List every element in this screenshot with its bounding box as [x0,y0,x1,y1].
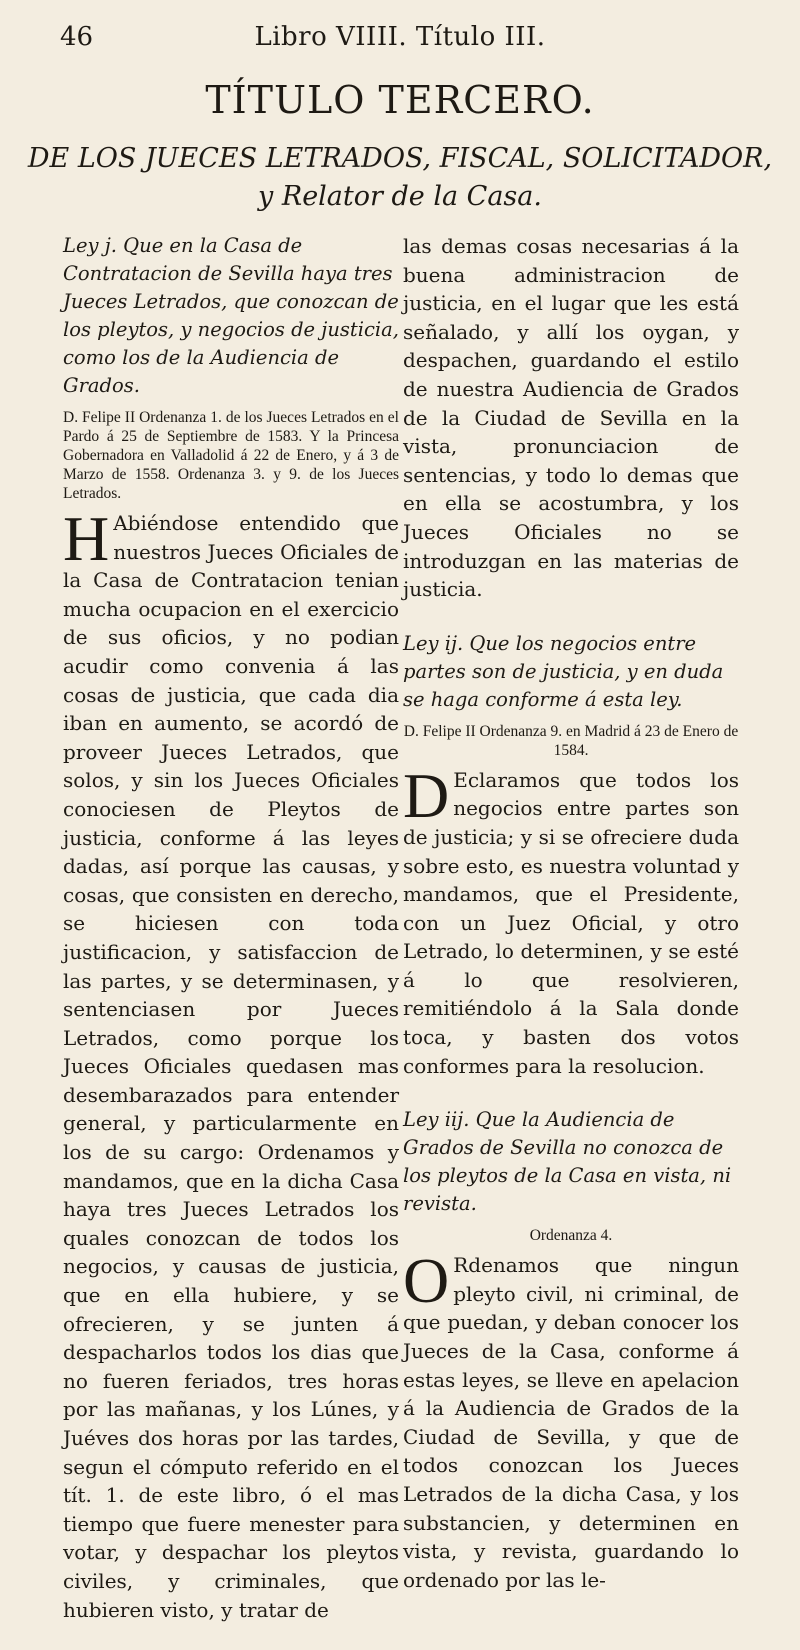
law-1-heading: Ley j. Que en la Casa de Contratacion de Sevilla haya tres Jueces Letrados, que conozcan de los pleytos, y negocios de justicia, como los de la Audiencia de Grados. [63,234,399,397]
law-2-initial: D [403,759,450,831]
running-head: Libro VIIII. Título III. [254,22,546,52]
law-3-text-body: Rdenamos que ningun pleyto civil, ni criminal, de que puedan, y deban conocer los Jueces de la Casa, conforme á estas leyes, se lleve en apelacion á la Audiencia de Grados de la Ciudad de Sevilla, y que de todos conozcan los Jueces Letrados de la dicha Casa, y los substancien, y determinen en vista, y revista, guardando lo ordenado por las le- [403,1253,739,1592]
law-1-initial: H [63,503,110,574]
page-header [60,22,740,62]
subtitle-line-2: y Relator de la Casa. [258,181,542,212]
law-3-citation: Ordenanza 4. [529,1227,613,1245]
section-title: TÍTULO TERCERO. [205,78,595,122]
right-column [403,232,739,1620]
law-1-text-continued: las demas cosas necesarias á la buena administracion de justicia, en el lugar que les está señalado, y allí los oygan, y despachen, guardando el estilo de nuestra Audiencia de Grados de la Ciudad de Sevilla en la vista, pronunciacion de sentencias, y todo lo demas que en ella se acostumbra, y los Jueces Oficiales no se introduzgan en las materias de justicia. [403,234,739,602]
law-1-text [63,503,399,1624]
subtitle-line-1: DE LOS JUECES LETRADOS, FISCAL, SOLICITADOR, [27,143,773,174]
law-2-heading: Ley ij. Que los negocios entre partes son de justicia, y en duda se haga conforme á esta ley. [403,631,724,711]
law-3-text [403,1245,739,1594]
law-2-text [403,759,739,1081]
law-2-text-body: Eclaramos que todos los negocios entre partes son de justicia; y si se ofreciere duda sobre esto, es nuestra voluntad y mandamos, que el Presidente, con un Juez Oficial, y otro Letrado, lo determinen, y se esté á lo que resolvieren, remitiéndolo á la Sala donde toca, y basten dos votos conformes para la resolucion. [403,767,739,1078]
left-column [63,232,399,1650]
page-number: 46 [60,22,94,52]
law-1-text-part-1: Abiéndose entendido que nuestros Jueces Oficiales de la Casa de Contratacion tenian mucha ocupacion en el exercicio de sus oficios, y no podian acudir como convenia á las cosas de justicia, que cada dia iban en aumento, se acordó de proveer Jueces Letrados, que solos, y sin los Jueces Oficiales conociesen de Pleytos de justicia, conforme á las leyes dadas, así porque las causas, y cosas, que consisten en derecho, se hiciesen con toda justificacion, y satisfaccion de las partes, y se determinasen, y sentenciasen por Jueces Letrados, como porque los Jueces Oficiales quedasen mas desembarazados para entender general, y particularmente en los de su cargo: Ordenamos y mandamos, que en la dicha Casa haya tres Jueces Letrados los quales conozcan de todos los negocios, y causas de justicia, que en ella hubiere, y se ofrecieren, y se junten á despacharlos todos los dias que no fueren feriados, tres horas por las mañanas, y los Lúnes, y Juéves dos horas por las tardes, segun el cómputo referido en el tít. 1. de este libro, ó el mas tiempo que fuere menester para votar, y despachar los pleytos civiles, y criminales, que hubieren visto, y tratar de [63,511,399,1622]
section-subtitle [0,140,800,216]
law-2-citation: D. Felipe II Ordenanza 9. en Madrid á 23 de Enero de 1584. [403,722,739,759]
law-3-initial: O [403,1245,450,1317]
law-1-citation: D. Felipe II Ordenanza 1. de los Jueces Letrados en el Pardo á 25 de Septiembre de 1583. Y la Princesa Gobernadora en Valladolid á 22 de Enero, y á 3 de Marzo de 1558. Ordenanza 3. y 9. de los Jueces Letrados. [63,409,399,502]
law-3-heading: Ley iij. Que la Audiencia de Grados de Sevilla no conozca de los pleytos de la Casa en vista, ni revista. [403,1108,732,1216]
